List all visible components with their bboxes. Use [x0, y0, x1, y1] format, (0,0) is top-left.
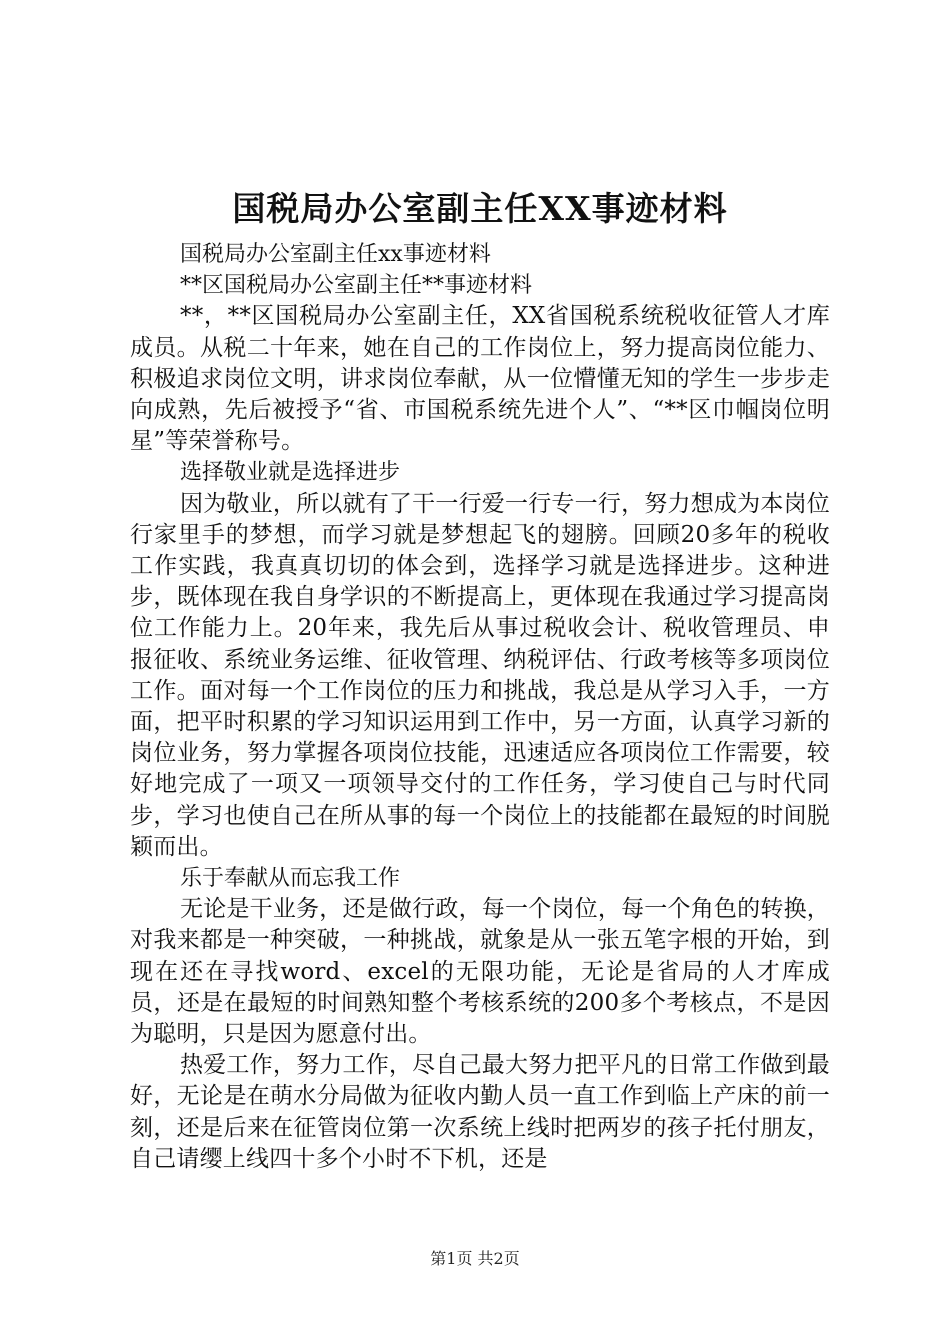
body-paragraph: **，**区国税局办公室副主任，XX省国税系统税收征管人才库成员。从税二十年来，她在自己的工作岗位上，努力提高岗位能力、积极追求岗位文明，讲求岗位奉献，从一位懵懂无知的学生一步步走向成熟，先后被授予“省、市国税系统先进个人”、“**区巾帼岗位明星”等荣誉称号。 [130, 303, 830, 455]
document-body [130, 239, 830, 1175]
document-title: 国税局办公室副主任XX事迹材料 [232, 189, 728, 228]
body-paragraph: 无论是干业务，还是做行政，每一个岗位，每一个角色的转换，对我来都是一种突破，一种挑战，就象是从一张五笔字根的开始，到现在还在寻找word、excel的无限功能，无论是省局的人才库成员，还是在最短的时间熟知整个考核系统的200多个考核点，不是因为聪明，只是因为愿意付出。 [130, 896, 830, 1048]
body-paragraph: 热爱工作，努力工作，尽自己最大努力把平凡的日常工作做到最好，无论是在萌水分局做为征收内勤人员一直工作到临上产床的前一刻，还是后来在征管岗位第一次系统上线时把两岁的孩子托付朋友，自己请缨上线四十多个小时不下机，还是 [130, 1052, 830, 1172]
body-paragraph: 因为敬业，所以就有了干一行爱一行专一行，努力想成为本岗位行家里手的梦想，而学习就是梦想起飞的翅膀。回顾20多年的税收工作实践，我真真切切的体会到，选择学习就是选择进步。这种进步，既体现在我自身学识的不断提高上，更体现在我通过学习提高岗位工作能力上。20年来，我先后从事过税收会计、税收管理员、申报征收、系统业务运维、征收管理、纳税评估、行政考核等多项岗位工作。面对每一个工作岗位的压力和挑战，我总是从学习入手，一方面，把平时积累的学习知识运用到工作中，另一方面，认真学习新的岗位业务，努力掌握各项岗位技能，迅速适应各项岗位工作需要，较好地完成了一项又一项领导交付的工作任务，学习使自己与时代同步，学习也使自己在所从事的每一个岗位上的技能都在最短的时间脱颖而出。 [130, 490, 830, 860]
document-page [130, 185, 830, 1175]
page-footer: 第1页 共2页 [430, 1249, 520, 1268]
section-heading: 乐于奉献从而忘我工作 [180, 866, 401, 892]
section-heading: 选择敬业就是选择进步 [180, 460, 401, 486]
section-heading: **区国税局办公室副主任**事迹材料 [180, 273, 533, 299]
section-heading: 国税局办公室副主任xx事迹材料 [180, 242, 491, 267]
